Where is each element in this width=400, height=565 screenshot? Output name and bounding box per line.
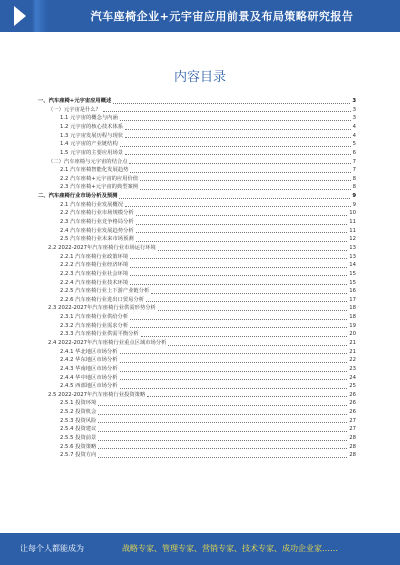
toc-entry-page: 11: [349, 219, 356, 226]
toc-entry[interactable]: [38, 218, 356, 227]
toc-entry-label: 一、汽车座椅+元宇宙应用概述: [38, 98, 112, 105]
footer-tagline: 战略专家、管理专家、营销专家、技术专家、成功企业家……: [122, 544, 338, 553]
toc-entry[interactable]: [38, 382, 356, 391]
toc-entry-label: 2.4.2 华东地区市场分析: [60, 357, 118, 364]
toc-entry[interactable]: [38, 244, 356, 253]
toc-entry[interactable]: [38, 261, 356, 270]
toc-entry-label: 2.2 汽车座椅+元宇宙的应用价值: [60, 175, 139, 182]
toc-leader-dots: [113, 103, 350, 104]
toc-entry-page: 21: [349, 339, 356, 346]
toc-entry[interactable]: [38, 192, 356, 201]
toc-leader-dots: [129, 163, 350, 164]
toc-entry[interactable]: [38, 287, 356, 296]
toc-entry-page: 9: [352, 193, 356, 200]
toc-entry-label: 2.2.4 汽车座椅行业技术环境: [60, 279, 129, 286]
toc-leader-dots: [98, 440, 347, 441]
toc-entry-page: 15: [349, 279, 356, 286]
toc-entry-page: 3: [352, 98, 356, 105]
toc-entry[interactable]: [38, 157, 356, 166]
toc-entry-label: 2.4.3 华南地区市场分析: [60, 365, 118, 372]
toc-entry-label: 1.1 元宇宙的概念与内涵: [60, 115, 118, 122]
toc-entry-page: 13: [349, 244, 356, 251]
toc-entry[interactable]: [38, 201, 356, 210]
toc-entry-page: 7: [352, 158, 356, 165]
toc-entry-page: 10: [349, 210, 356, 217]
toc-leader-dots: [120, 388, 348, 389]
toc-entry-label: （二）汽车座椅与元宇宙的结合点: [48, 158, 128, 165]
toc-entry-page: 8: [352, 175, 356, 182]
toc-leader-dots: [136, 224, 348, 225]
toc-entry[interactable]: [38, 339, 356, 348]
toc-entry[interactable]: [38, 348, 356, 357]
header-bar: [0, 0, 400, 32]
toc-entry[interactable]: [38, 304, 356, 313]
toc-entry[interactable]: [38, 330, 356, 339]
toc-entry[interactable]: [38, 175, 356, 184]
toc-entry-label: 2.2.6 汽车座椅行业进出口贸易分析: [60, 296, 145, 303]
toc-entry[interactable]: [38, 417, 356, 426]
toc-leader-dots: [140, 189, 351, 190]
toc-entry[interactable]: [38, 408, 356, 417]
toc-leader-dots: [136, 232, 348, 233]
toc-entry-page: 13: [349, 253, 356, 260]
toc-leader-dots: [140, 180, 351, 181]
toc-entry[interactable]: [38, 425, 356, 434]
toc-entry-page: 24: [349, 374, 356, 381]
toc-entry-label: 2.5.3 投资风险: [60, 417, 97, 424]
toc-entry-page: 15: [349, 270, 356, 277]
toc-entry[interactable]: [38, 322, 356, 331]
toc-entry-page: 27: [349, 417, 356, 424]
toc-leader-dots: [141, 336, 348, 337]
toc-entry[interactable]: [38, 253, 356, 262]
toc-leader-dots: [120, 353, 348, 354]
toc-entry-label: 2.5.7 投资方向: [60, 452, 97, 459]
toc-entry-label: 2.3.2 汽车座椅行业需求分析: [60, 322, 129, 329]
toc-entry-label: 2.2.5 汽车座椅行业上下游产业链分析: [60, 288, 150, 295]
toc-entry[interactable]: [38, 391, 356, 400]
toc-entry[interactable]: [38, 296, 356, 305]
toc-entry-page: 5: [352, 141, 356, 148]
toc-entry-label: 2.3.1 汽车座椅行业供给分析: [60, 314, 129, 321]
toc-leader-dots: [158, 310, 347, 311]
toc-entry[interactable]: [38, 140, 356, 149]
toc-entry-page: 28: [349, 435, 356, 442]
toc-entry[interactable]: [38, 235, 356, 244]
toc-entry[interactable]: [38, 278, 356, 287]
toc-leader-dots: [98, 431, 347, 432]
toc-leader-dots: [130, 327, 347, 328]
toc-leader-dots: [130, 267, 347, 268]
toc-entry-page: 17: [349, 296, 356, 303]
toc-entry-page: 26: [349, 409, 356, 416]
toc-entry-label: 2.3 2022-2027年汽车座椅行业供需形势分析: [48, 305, 156, 312]
toc-entry-label: 2.5 汽车座椅行业未来市场预测: [60, 236, 134, 243]
toc-leader-dots: [98, 448, 347, 449]
toc-entry-page: 21: [349, 348, 356, 355]
toc-entry-page: 4: [352, 132, 356, 139]
toc-entry[interactable]: [38, 149, 356, 158]
toc-leader-dots: [98, 457, 347, 458]
toc-entry[interactable]: [38, 451, 356, 460]
toc-leader-dots: [119, 198, 350, 199]
toc-entry[interactable]: [38, 270, 356, 279]
toc-leader-dots: [120, 379, 348, 380]
toc-leader-dots: [151, 293, 347, 294]
toc-entry-label: 2.5.4 投资建议: [60, 426, 97, 433]
toc-entry[interactable]: [38, 123, 356, 132]
toc-leader-dots: [120, 362, 348, 363]
toc-entry-label: 2.2.2 汽车座椅行业经济环境: [60, 262, 129, 269]
toc-entry-page: 7: [352, 167, 356, 174]
toc-leader-dots: [125, 129, 351, 130]
toc-entry-page: 9: [352, 201, 356, 208]
toc-leader-dots: [120, 146, 351, 147]
toc-heading: 内容目录: [173, 70, 226, 85]
toc-entry-page: 4: [352, 123, 356, 130]
toc-entry-label: 1.2 元宇宙的核心技术体系: [60, 123, 124, 130]
toc-entry[interactable]: [38, 106, 356, 115]
toc-entry-page: 27: [349, 426, 356, 433]
toc-entry-label: 2.2 汽车座椅行业市场规模分析: [60, 210, 134, 217]
toc-entry-page: 25: [349, 383, 356, 390]
toc-entry[interactable]: [38, 209, 356, 218]
toc-entry-label: 2.1 汽车座椅行业发展概况: [60, 201, 124, 208]
toc-entry-label: 2.4.4 华中地区市场分析: [60, 374, 118, 381]
toc-entry-label: 二、汽车座椅行业市场分析及预测: [38, 193, 118, 200]
toc-leader-dots: [130, 172, 350, 173]
toc-leader-dots: [136, 215, 348, 216]
toc-entry[interactable]: [38, 434, 356, 443]
toc-entry-page: 19: [349, 322, 356, 329]
toc-entry[interactable]: [38, 365, 356, 374]
toc-entry-label: 1.4 元宇宙的产业链结构: [60, 141, 118, 148]
toc-entry-page: 3: [352, 115, 356, 122]
toc-leader-dots: [120, 120, 351, 121]
toc-leader-dots: [130, 319, 347, 320]
toc-entry-label: 2.5.2 投资机会: [60, 409, 97, 416]
table-of-contents: [38, 97, 356, 460]
report-title: 汽车座椅企业+元宇宙应用前景及布局策略研究报告: [90, 10, 354, 23]
toc-entry-page: 6: [352, 149, 356, 156]
toc-entry[interactable]: [38, 97, 356, 106]
toc-entry-page: 28: [349, 452, 356, 459]
toc-entry-label: 2.5.6 投资策略: [60, 443, 97, 450]
toc-entry-page: 18: [349, 305, 356, 312]
toc-entry-label: 2.3.3 汽车座椅行业供需平衡分析: [60, 331, 139, 338]
footer-slogan: 让每个人都能成为: [20, 544, 84, 553]
toc-leader-dots: [125, 206, 351, 207]
toc-entry-label: 1.5 元宇宙的主要应用场景: [60, 149, 124, 156]
toc-entry-label: 2.4 2022-2027年汽车座椅行业重点区域市场分析: [48, 339, 167, 346]
toc-entry-label: 2.3 汽车座椅+元宇宙的典型案例: [60, 184, 139, 191]
toc-entry-label: 2.2.1 汽车座椅行业政策环境: [60, 253, 129, 260]
toc-entry[interactable]: [38, 356, 356, 365]
toc-leader-dots: [120, 371, 348, 372]
toc-entry-page: 22: [349, 357, 356, 364]
toc-entry-page: 26: [349, 400, 356, 407]
toc-entry[interactable]: [38, 132, 356, 141]
toc-leader-dots: [103, 111, 351, 112]
toc-entry[interactable]: [38, 166, 356, 175]
toc-entry-label: 2.3 汽车座椅行业竞争格局分析: [60, 219, 134, 226]
toc-entry[interactable]: [38, 183, 356, 192]
toc-leader-dots: [130, 284, 347, 285]
toc-entry-label: 2.4.1 华北地区市场分析: [60, 348, 118, 355]
toc-entry-label: 2.5.5 投资前景: [60, 435, 97, 442]
toc-leader-dots: [146, 301, 347, 302]
toc-entry-page: 8: [352, 184, 356, 191]
toc-leader-dots: [136, 241, 348, 242]
toc-entry-label: 2.2.3 汽车座椅行业社会环境: [60, 270, 129, 277]
toc-entry-label: 2.2 2022-2027年汽车座椅行业市场运行环境: [48, 244, 156, 251]
toc-leader-dots: [98, 422, 347, 423]
toc-leader-dots: [147, 396, 347, 397]
toc-entry-label: 2.5 2022-2027年汽车座椅行业投资策略: [48, 391, 146, 398]
toc-leader-dots: [125, 137, 351, 138]
toc-entry[interactable]: [38, 227, 356, 236]
toc-entry-label: （一）元宇宙是什么？: [48, 106, 101, 113]
toc-leader-dots: [98, 414, 347, 415]
toc-leader-dots: [158, 250, 347, 251]
footer-bar: [0, 533, 400, 565]
toc-entry-label: 2.4 汽车座椅行业发展趋势分析: [60, 227, 134, 234]
toc-entry[interactable]: [38, 114, 356, 123]
toc-entry-page: 18: [349, 314, 356, 321]
toc-entry-page: 23: [349, 365, 356, 372]
toc-leader-dots: [168, 345, 347, 346]
toc-entry-page: 20: [349, 331, 356, 338]
toc-entry[interactable]: [38, 399, 356, 408]
toc-entry-page: 11: [349, 227, 356, 234]
toc-entry-page: 12: [349, 236, 356, 243]
toc-leader-dots: [98, 405, 347, 406]
toc-entry-page: 26: [349, 391, 356, 398]
toc-entry[interactable]: [38, 313, 356, 322]
toc-entry[interactable]: [38, 374, 356, 383]
toc-entry[interactable]: [38, 443, 356, 452]
toc-leader-dots: [125, 154, 351, 155]
toc-entry-label: 1.3 元宇宙发展历程与现状: [60, 132, 124, 139]
arrow-icon: [14, 6, 26, 26]
toc-entry-label: 2.4.5 西部地区市场分析: [60, 383, 118, 390]
toc-leader-dots: [130, 258, 347, 259]
toc-entry-label: 2.1 汽车座椅智能化发展趋势: [60, 167, 129, 174]
toc-entry-label: 2.5.1 投资环境: [60, 400, 97, 407]
toc-entry-page: 3: [352, 106, 356, 113]
toc-entry-page: 14: [349, 262, 356, 269]
toc-entry-page: 28: [349, 443, 356, 450]
toc-entry-page: 16: [349, 288, 356, 295]
toc-leader-dots: [130, 275, 347, 276]
